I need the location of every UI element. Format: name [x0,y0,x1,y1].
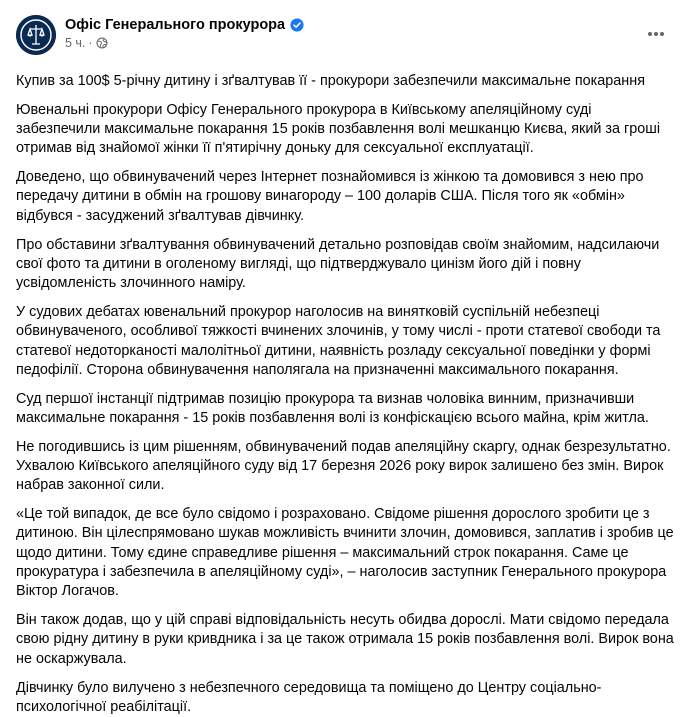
post-paragraph: Дівчинку було вилучено з небезпечного середовища та поміщено до Центру соціально-психологічної реабілітації. [16,679,602,715]
post-header [16,0,674,72]
post-paragraph: Він також додав, що у цій справі відповідальність несуть обидва дорослі. Мати свідомо передала свою рідну дитину в руки кривдника і за це також отримала 15 років позбавлення волі. Вирок вона не оскаржувала. [16,612,674,667]
post-headline: Купив за 100$ 5-річну дитину і зґвалтував її - прокурори забезпечили максимальне покарання [16,73,645,89]
post-paragraph: Не погодившись із цим рішенням, обвинувачений подав апеляційну скаргу, однак безрезультатно. Ухвалою Київського апеляційного суду від 17 березня 2026 року вирок залишено без змін. Вирок набрав законної сили. [16,438,671,494]
more-options-button[interactable] [644,22,668,46]
post-subline [65,36,304,50]
post-paragraph: Суд першої інстанції підтримав позицію прокурора та визнав чоловіка винним, призначивши максимальне покарання - 15 років позбавлення волі із конфіскацією всього майна, крім житла. [16,390,649,426]
separator-dot: · [88,36,93,50]
post-timestamp[interactable]: 5 ч. [65,36,86,50]
post-meta [65,15,304,50]
post-quote-paragraph: «Це той випадок, де все було свідомо і розраховано. Свідоме рішення дорослого зробити це з дитиною. Він цілеспрямовано шукав можливість вчинити злочин, домовився, заплатив і зробив це щодо дитини. Тому єдине справедливе рішення – максимальний строк покарання. Саме це прокуратура і забезпечила в апеляційному суді», – наголосив заступник Генерального прокурора Віктор Логачов. [16,506,674,600]
post-paragraph: У судових дебатах ювенальний прокурор наголосив на винятковій суспільній небезпеці обвинуваченого, особливої тяжкості вчинених злочинів, у тому числі - проти статевої свободи та статевої недоторканості малолітньої дитини, наявність розладу сексуальної поведінки у формі педофілії. Сторона обвинувачення наполягала на призначенні максимального покарання. [16,303,661,378]
post-paragraph: Ювенальні прокурори Офісу Генерального прокурора в Київському апеляційному суді забезпечили максимальне покарання 15 років позбавлення волі мешканцю Києва, який за гроші отримав від знайомої жінки її п'ятирічну доньку для сексуальної експлуатації. [16,101,661,157]
post-paragraph: Доведено, що обвинувачений через Інтернет познайомився із жінкою та домовився з нею про передачу дитини в обмін на грошову винагороду – 100 доларів США. Після того як «обмін» відбувся - засуджений зґвалтував дівчинку. [16,169,644,224]
page-avatar[interactable] [16,15,56,55]
globe-icon[interactable] [96,37,108,49]
author-row [65,17,304,33]
prosecutor-emblem-icon [16,15,56,55]
post-body [16,72,674,717]
page-name-link[interactable]: Офіс Генерального прокурора [65,17,286,33]
more-horizontal-icon [646,24,666,44]
post-paragraph: Про обставини зґвалтування обвинувачений детально розповідав своїм знайомим, надсилаючи свої фото та дитини в оголеному вигляді, що підтверджувало цинізм його дій і повну усвідомленість злочинного наміру. [16,236,660,292]
verified-badge-icon [290,18,304,32]
